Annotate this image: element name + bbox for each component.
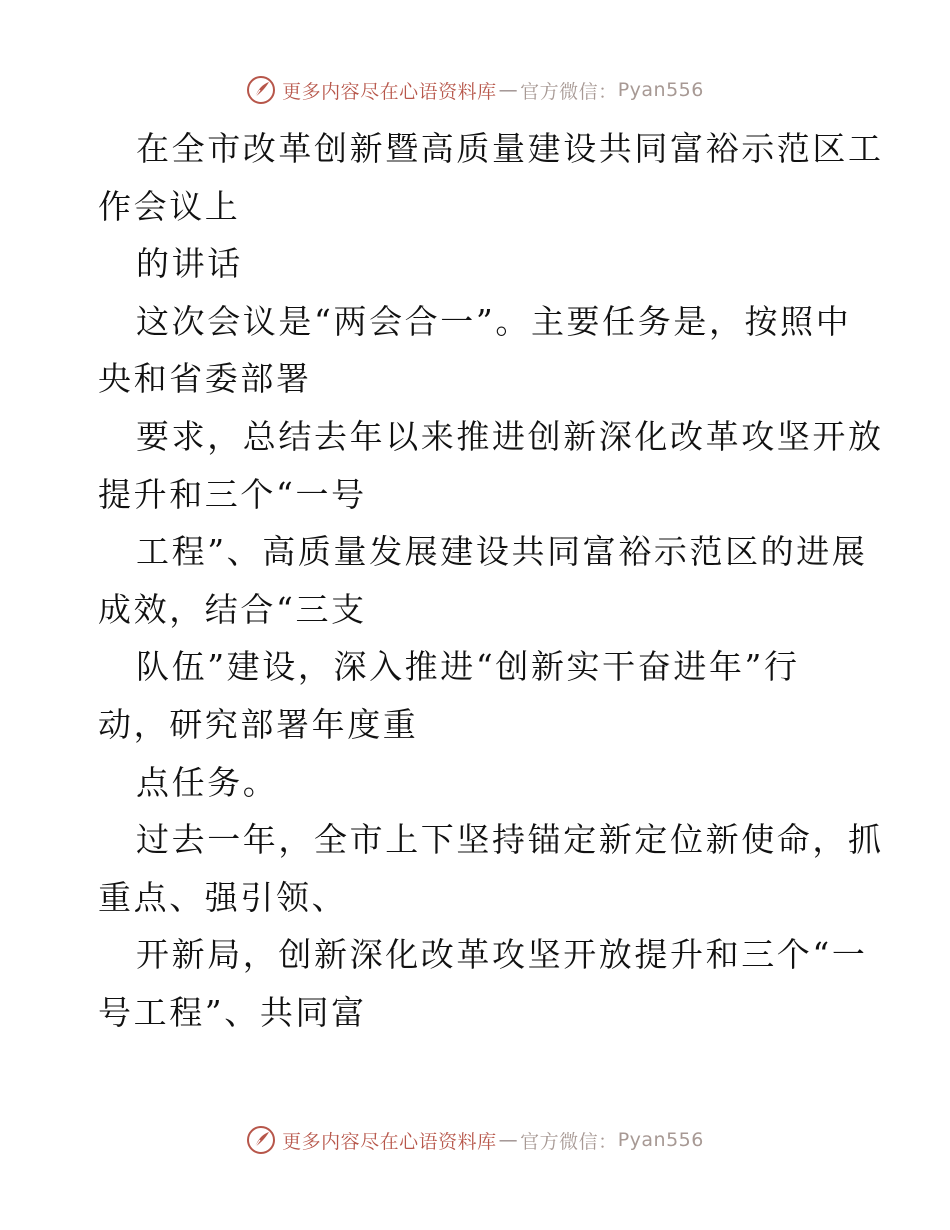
watermark-separator: — [498, 1129, 519, 1151]
text-line: 在全市改革创新暨高质量建设共同富裕示范区工 [136, 129, 884, 168]
watermark-wechat-id: Pyan556 [617, 79, 704, 101]
document-body [98, 120, 884, 1042]
watermark-wechat-label: 官方微信： [520, 1130, 618, 1153]
feather-pen-logo-icon [246, 1125, 276, 1155]
watermark-separator: — [498, 79, 519, 101]
text-line: 作会议上 [98, 186, 241, 226]
text-line: 工程”、高质量发展建设共同富裕示范区的进展 [136, 532, 868, 572]
header-watermark [0, 70, 950, 110]
watermark-brand-text: 更多内容尽在心语资料库 [282, 1130, 497, 1153]
text-line: 动，研究部署年度重 [98, 704, 419, 744]
text-line: 点任务。 [136, 762, 279, 802]
text-line: 的讲话 [136, 244, 243, 284]
text-line: 这次会议是“两会合一”。主要任务是，按照中 [136, 301, 852, 341]
watermark-brand-text: 更多内容尽在心语资料库 [282, 80, 497, 103]
text-line: 过去一年，全市上下坚持锚定新定位新使命，抓 [136, 820, 884, 860]
footer-watermark [0, 1120, 950, 1160]
text-line: 重点、强引领、 [98, 877, 348, 917]
text-line: 提升和三个“一号 [98, 474, 367, 514]
text-line: 央和省委部署 [98, 359, 312, 399]
watermark-wechat-label: 官方微信： [520, 80, 618, 103]
feather-pen-logo-icon [246, 75, 276, 105]
text-line: 要求，总结去年以来推进创新深化改革攻坚开放 [136, 416, 884, 456]
watermark-wechat-id: Pyan556 [617, 1129, 704, 1151]
text-line: 成效，结合“三支 [98, 589, 367, 629]
text-line: 号工程”、共同富 [98, 992, 367, 1032]
text-line: 开新局，创新深化改革攻坚开放提升和三个“一 [136, 935, 868, 975]
text-line: 队伍”建设，深入推进“创新实干奋进年”行 [136, 647, 800, 687]
